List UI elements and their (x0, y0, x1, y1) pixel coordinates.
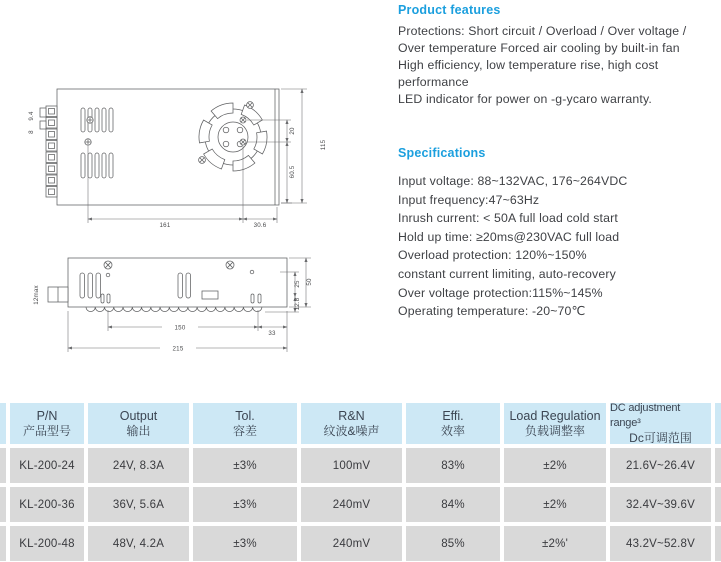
tol-cell: ±3% (193, 448, 297, 483)
dim-12-8: 12.8 (294, 297, 301, 311)
tol-cell: ±3% (193, 526, 297, 561)
dim-8: 8 (28, 130, 35, 134)
feature-line: performance (398, 75, 469, 89)
side-view-drawing (33, 258, 313, 353)
loadreg-cell: ±2% (504, 487, 606, 522)
rn-cell: 240mV (301, 526, 402, 561)
spec-line: Inrush current: < 50A full load cold start (398, 211, 618, 226)
mounting-rail-scallops (86, 307, 262, 312)
dim-20: 20 (289, 127, 296, 135)
dim-161: 161 (159, 222, 171, 229)
row-edge-left (0, 487, 6, 522)
spec-line: Overload protection: 120%~150% (398, 248, 587, 263)
loadreg-cell: ±2% (504, 448, 606, 483)
spec-line: Over voltage protection:115%~145% (398, 285, 603, 300)
specifications-section (398, 146, 716, 321)
dim-33: 33 (268, 330, 276, 337)
dim-25: 25 (294, 280, 301, 288)
dcrange-cell: 32.4V~39.6V (610, 487, 711, 522)
col-header-output: Output 输出 (88, 403, 189, 444)
col-header-dc-range: DC adjustment range³ Dc可调范围 (610, 403, 711, 444)
features-title: Product features (398, 3, 501, 17)
spec-line: Input voltage: 88~132VAC, 176~264VDC (398, 174, 628, 188)
dim-215: 215 (172, 345, 184, 353)
loadreg-cell: ±2%' (504, 526, 606, 561)
feature-line: High efficiency, low temperature rise, high cost (398, 58, 659, 72)
col-header-load-regulation: Load Regulation 负载调整率 (504, 403, 606, 444)
mechanical-drawings (0, 75, 395, 375)
dcrange-cell: 21.6V~26.4V (610, 448, 711, 483)
col-header-tol: Tol. 容差 (193, 403, 297, 444)
dim-9-4: 9.4 (28, 111, 35, 121)
header-edge-right (715, 403, 721, 444)
effi-cell: 83% (406, 448, 500, 483)
row-edge-left (0, 448, 6, 483)
terminal-block-side (48, 287, 68, 302)
dim-12max: 12max (33, 285, 40, 305)
top-view-drawing (28, 89, 327, 229)
dcrange-cell: 43.2V~52.8V (610, 526, 711, 561)
dim-30-6: 30.6 (253, 222, 267, 229)
pn-cell: KL-200-36 (10, 487, 84, 522)
pn-cell: KL-200-24 (10, 448, 84, 483)
row-edge-left (0, 526, 6, 561)
dim-60-5: 60.5 (289, 165, 296, 179)
col-header-pn: P/N 产品型号 (10, 403, 84, 444)
rn-cell: 100mV (301, 448, 402, 483)
spec-line: Hold up time: ≥20ms@230VAC full load (398, 229, 620, 244)
row-edge-right (715, 526, 721, 561)
effi-cell: 84% (406, 487, 500, 522)
feature-line: Over temperature Forced air cooling by built-in fan (398, 41, 680, 55)
feature-line: Protections: Short circuit / Overload / Over voltage / (398, 24, 687, 38)
row-edge-right (715, 448, 721, 483)
effi-cell: 85% (406, 526, 500, 561)
output-cell: 48V, 4.2A (88, 526, 189, 561)
dim-150: 150 (174, 324, 186, 332)
terminal-block (40, 106, 57, 197)
dim-115: 115 (320, 139, 327, 151)
col-header-effi: Effi. 效率 (406, 403, 500, 444)
specifications-title: Specifications (398, 146, 486, 160)
feature-line: LED indicator for power on -g-ycaro warranty. (398, 92, 652, 106)
dim-50: 50 (306, 278, 313, 286)
spec-line: constant current limiting, auto-recovery (398, 266, 616, 281)
row-edge-right (715, 487, 721, 522)
product-features-section (398, 3, 716, 108)
output-cell: 36V, 5.6A (88, 487, 189, 522)
header-edge-left (0, 403, 6, 444)
col-header-rn: R&N 纹波&噪声 (301, 403, 402, 444)
tol-cell: ±3% (193, 487, 297, 522)
spec-line: Input frequency:47~63Hz (398, 192, 540, 207)
output-cell: 24V, 8.3A (88, 448, 189, 483)
rn-cell: 240mV (301, 487, 402, 522)
label-plate (202, 291, 218, 299)
spec-table (0, 403, 721, 561)
pn-cell: KL-200-48 (10, 526, 84, 561)
spec-line: Operating temperature: -20~70℃ (398, 304, 586, 319)
